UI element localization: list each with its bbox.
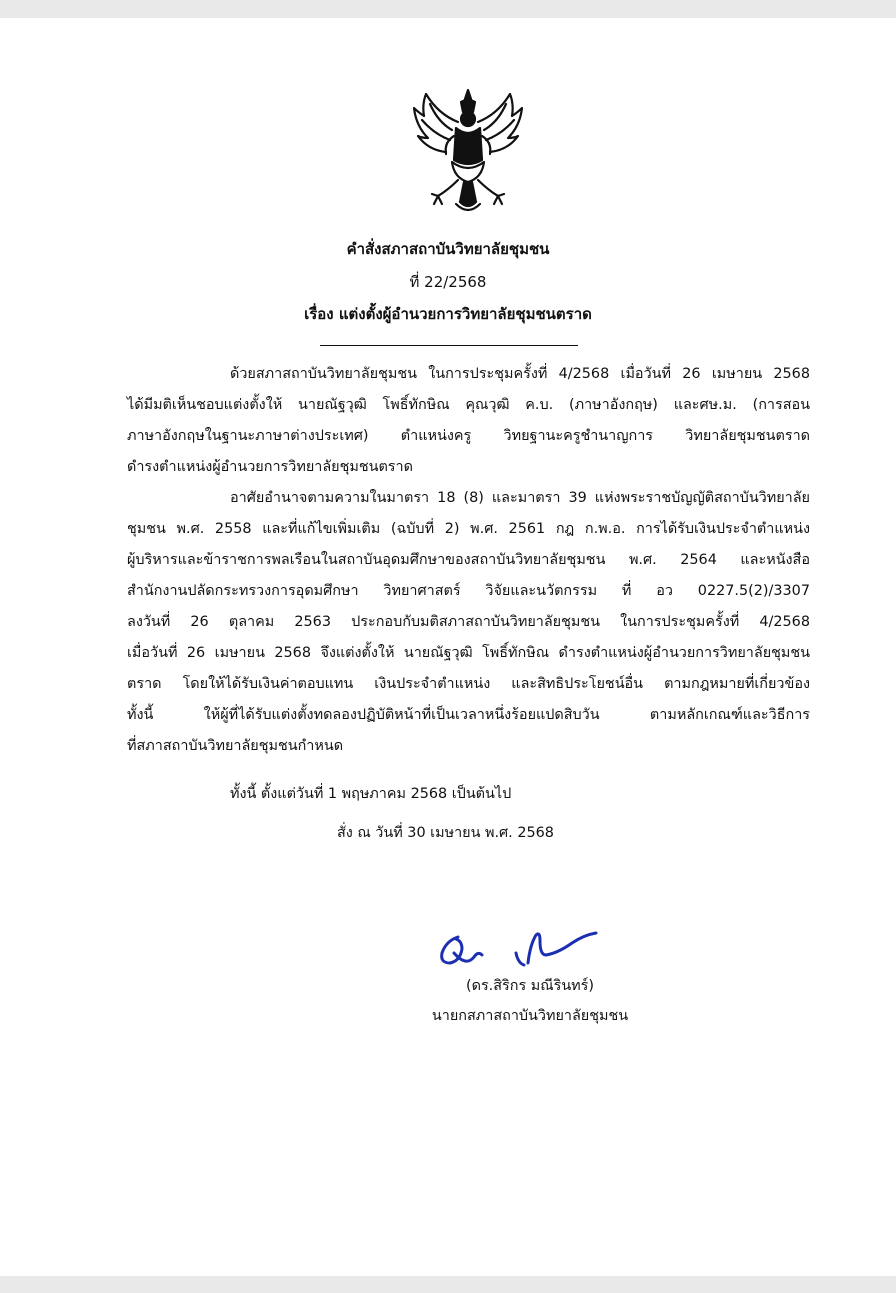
paragraph-2-line: เมื่อวันที่ 26 เมษายน 2568 จึงแต่งตั้งให้ นายณัฐวุฒิ โพธิ์ทักษิณ ดำรงตำแหน่งผู้อำนวยการวิทยาลัยชุมชน xyxy=(127,645,810,661)
paragraph-1-line: ได้มีมติเห็นชอบแต่งตั้งให้ นายณัฐวุฒิ โพธิ์ทักษิณ คุณวุฒิ ค.บ. (ภาษาอังกฤษ) และศษ.ม. (การสอน xyxy=(127,397,810,413)
signatory-position: นายกสภาสถาบันวิทยาลัยชุมชน xyxy=(431,1008,629,1024)
order-date: สั่ง ณ วันที่ 30 เมษายน พ.ศ. 2568 xyxy=(337,825,554,841)
order-subject: เรื่อง แต่งตั้งผู้อำนวยการวิทยาลัยชุมชนตราด xyxy=(304,305,592,323)
title-divider xyxy=(320,345,578,346)
paragraph-2-line: ผู้บริหารและข้าราชการพลเรือนในสถาบันอุดมศึกษาของสถาบันวิทยาลัยชุมชน พ.ศ. 2564 และหนังสือ xyxy=(127,552,810,568)
paragraph-2-line: ชุมชน พ.ศ. 2558 และที่แก้ไขเพิ่มเติม (ฉบับที่ 2) พ.ศ. 2561 กฎ ก.พ.อ. การได้รับเงินประจำตำแหน่ง xyxy=(127,521,810,537)
paragraph-1-line: ดำรงตำแหน่งผู้อำนวยการวิทยาลัยชุมชนตราด xyxy=(127,459,413,475)
paragraph-2-line: อาศัยอำนาจตามความในมาตรา 18 (8) และมาตรา 39 แห่งพระราชบัญญัติสถาบันวิทยาลัย xyxy=(230,490,810,506)
paragraph-1-line: ภาษาอังกฤษในฐานะภาษาต่างประเทศ) ตำแหน่งครู วิทยฐานะครูชำนาญการ วิทยาลัยชุมชนตราด xyxy=(127,428,810,444)
paragraph-2-line: ตราด โดยให้ได้รับเงินค่าตอบแทน เงินประจำตำแหน่ง และสิทธิประโยชน์อื่น ตามกฎหมายที่เกี่ยวข้อง xyxy=(127,676,810,692)
paragraph-2-line: สำนักงานปลัดกระทรวงการอุดมศึกษา วิทยาศาสตร์ วิจัยและนวัตกรรม ที่ อว 0227.5(2)/3307 xyxy=(127,583,810,599)
paragraph-2-line: ทั้งนี้ ให้ผู้ที่ได้รับแต่งตั้งทดลองปฏิบัติหน้าที่เป็นเวลาหนึ่งร้อยแปดสิบวัน ตามหลักเกณฑ์และวิธีการ xyxy=(127,707,810,723)
page-bottom-margin xyxy=(0,1276,896,1293)
signatory-name: (ดร.สิริกร มณีรินทร์) xyxy=(465,978,595,994)
document-page xyxy=(0,18,896,1276)
effective-date: ทั้งนี้ ตั้งแต่วันที่ 1 พฤษภาคม 2568 เป็นต้นไป xyxy=(230,786,512,802)
order-issuer: คำสั่งสภาสถาบันวิทยาลัยชุมชน xyxy=(346,240,550,258)
paragraph-2-line: ที่สภาสถาบันวิทยาลัยชุมชนกำหนด xyxy=(127,738,344,754)
paragraph-1-line: ด้วยสภาสถาบันวิทยาลัยชุมชน ในการประชุมครั้งที่ 4/2568 เมื่อวันที่ 26 เมษายน 2568 xyxy=(230,366,810,382)
order-number: ที่ 22/2568 xyxy=(409,273,487,291)
garuda-emblem-icon xyxy=(408,82,528,222)
paragraph-2-line: ลงวันที่ 26 ตุลาคม 2563 ประกอบกับมติสภาสถาบันวิทยาลัยชุมชน ในการประชุมครั้งที่ 4/2568 xyxy=(127,614,810,630)
handwritten-signature xyxy=(432,923,608,973)
